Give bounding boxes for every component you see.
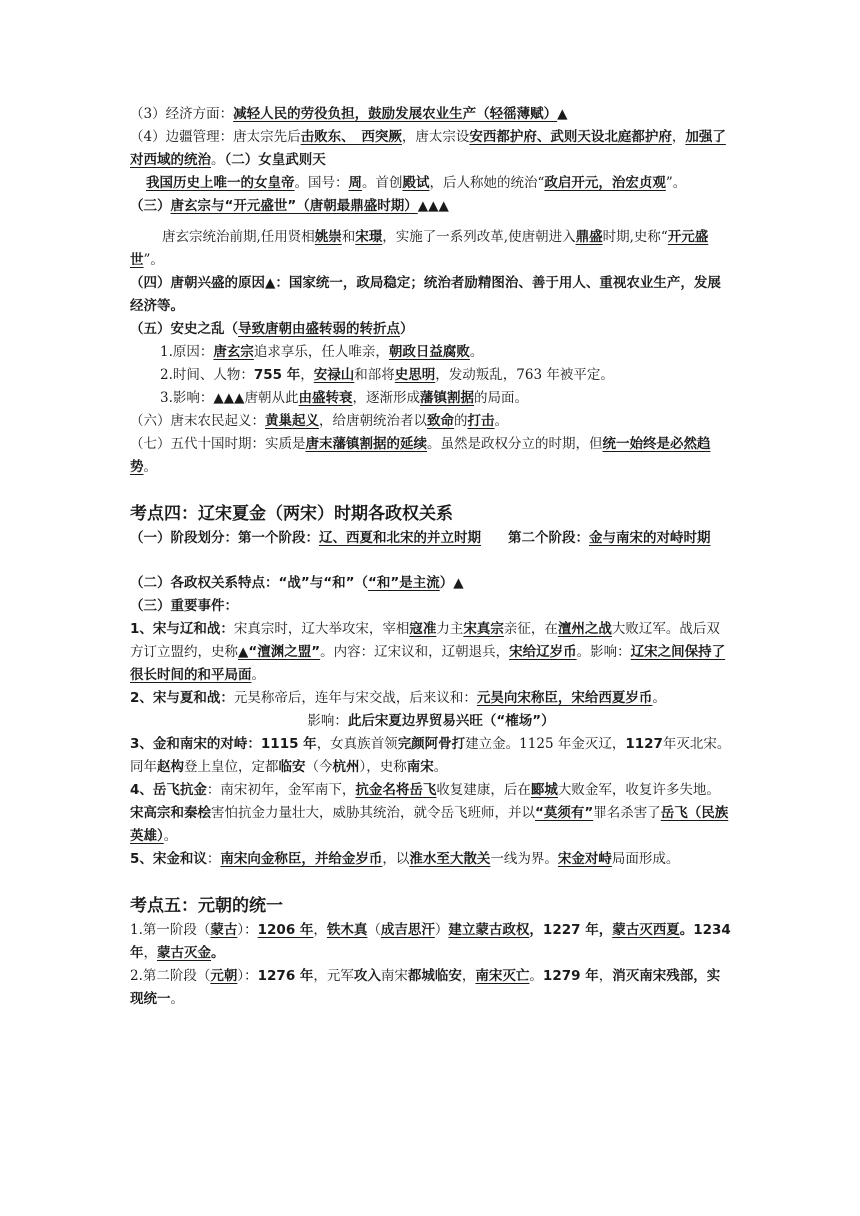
section4-stages: （一）阶段划分：第一个阶段：辽、西夏和北宋的并立时期 第二个阶段：金与南宋的对峙时期 <box>130 530 711 546</box>
jin-southern-song: 3、金和南宋的对峙：1115 年，女真族首领完颜阿骨打建立金。1125 年金灭辽，1127年灭北宋。同年赵构登上皇位，定都临安（今杭州），史称南宋。 <box>130 736 731 775</box>
late-tang-uprising: （六）唐末农民起义：黄巢起义，给唐朝统治者以致命的打击。 <box>130 413 508 429</box>
anshi-cause: 1.原因：唐玄宗追求享乐，任人唯亲，朝政日益腐败。 <box>160 344 484 360</box>
five-dynasties: （七）五代十国时期：实质是唐末藩镇割据的延续。虽然是政权分立的时期，但统一始终是必然趋势。 <box>130 436 711 475</box>
section4-title: 考点四：辽宋夏金（两宋）时期各政权关系 <box>130 504 453 524</box>
yuan-stage1: 1.第一阶段（蒙古）：1206 年，铁木真（成吉思汗）建立蒙古政权，1227 年，蒙古灭西夏。1234 年，蒙古灭金。 <box>130 922 731 961</box>
section4-features: （二）各政权关系特点：“战”与“和”（“和”是主流）▲ <box>130 575 464 591</box>
tang-economy: （3）经济方面：减轻人民的劳役负担，鼓励发展农业生产（轻徭薄赋）▲ <box>130 106 568 122</box>
anshi-impact: 3.影响：▲▲▲唐朝从此由盛转衰，逐渐形成藩镇割据的局面。 <box>160 390 529 406</box>
tang-frontier: （4）边疆管理：唐太宗先后击败东、 西突厥，唐太宗设安西都护府、武则天设北庭都护府，加强了对西域的统治。（二）女皇武则天 <box>130 129 726 168</box>
wu-zetian: 我国历史上唯一的女皇帝。国号：周。首创殿试，后人称她的统治“政启开元，治宏贞观”。 <box>146 175 687 191</box>
anshi-time: 2.时间、人物：755 年，安禄山和部将史思明，发动叛乱，763 年被平定。 <box>160 367 614 383</box>
song-liao: 1、宋与辽和战：宋真宗时，辽大举攻宋，宰相寇准力主宋真宗亲征，在澶州之战大败辽军。战后双方订立盟约，史称▲“澶渊之盟”。内容：辽宋议和，辽朝退兵，宋给辽岁币。影响：辽宋之间保持了很长时间的和平局面。 <box>130 621 726 683</box>
yue-fei: 4、岳飞抗金：南宋初年，金军南下，抗金名将岳飞收复建康，后在郾城大败金军，收复许多失地。宋高宗和秦桧害怕抗金力量壮大，威胁其统治，就令岳飞班师，并以“莫须有”罪名杀害了岳飞（民族英雄）。 <box>130 782 729 844</box>
song-jin-peace: 5、宋金和议：南宋向金称臣，并给金岁币，以淮水至大散关一线为界。宋金对峙局面形成。 <box>130 851 680 867</box>
anshi-heading: （五）安史之乱（导致唐朝由盛转弱的转折点） <box>130 321 414 337</box>
document-body <box>130 103 732 1011</box>
yuan-stage2: 2.第二阶段（元朝）：1276 年，元军攻入南宋都城临安，南宋灭亡。1279 年，消灭南宋残部，实现统一。 <box>130 968 721 1007</box>
xuanzong-text: 唐玄宗统治前期,任用贤相姚崇和宋璟，实施了一系列改革,使唐朝进入鼎盛时期,史称“开元盛世”。 <box>130 229 709 268</box>
song-xia-impact: 影响：此后宋夏边界贸易兴旺（“榷场”） <box>307 713 555 729</box>
xuanzong-heading: （三）唐玄宗与“开元盛世”（唐朝最鼎盛时期）▲▲▲ <box>130 198 449 214</box>
section4-events-heading: （三）重要事件： <box>130 598 238 614</box>
section5-title: 考点五：元朝的统一 <box>130 896 283 916</box>
tang-prosperity-reasons: （四）唐朝兴盛的原因▲：国家统一，政局稳定；统治者励精图治、善于用人、重视农业生产，发展经济等。 <box>130 275 721 314</box>
song-xia: 2、宋与夏和战：元昊称帝后，连年与宋交战，后来议和：元昊向宋称臣，宋给西夏岁币。 <box>130 690 666 706</box>
